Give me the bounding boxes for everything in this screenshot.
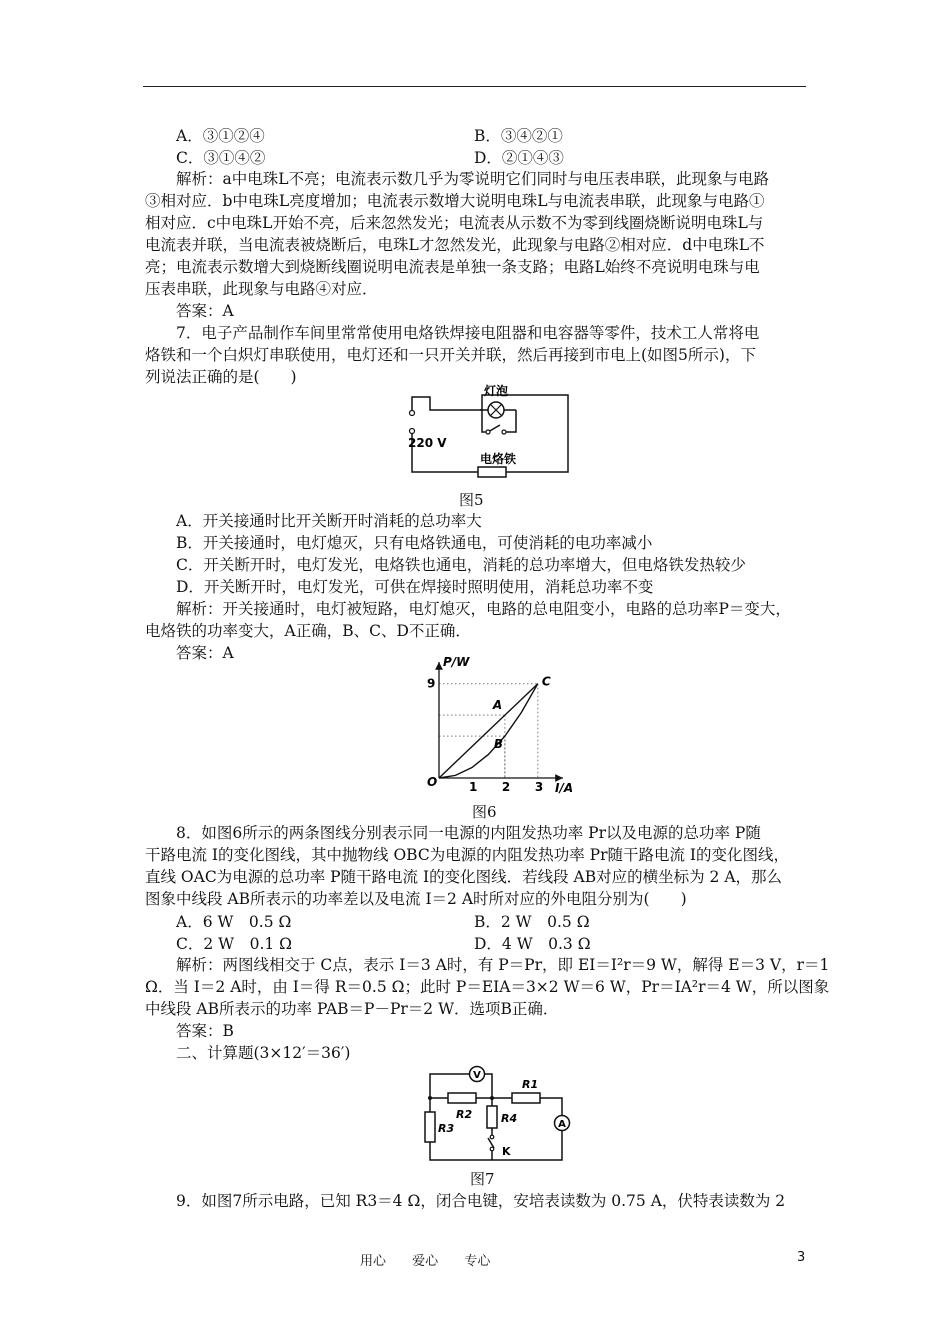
origin-label: O — [427, 775, 438, 789]
switch-contact-icon — [490, 1135, 494, 1139]
resistor-r4 — [487, 1106, 497, 1128]
bulb-label: 灯泡 — [484, 384, 509, 398]
q7-option: A．开关接通时比开关断开时消耗的总功率大 — [176, 512, 482, 530]
q6-option-d: D．②①④③ — [474, 149, 564, 167]
header-rule — [143, 86, 806, 87]
q6-option-a: A．③①②④ — [176, 127, 265, 145]
page-number: 3 — [797, 1250, 806, 1265]
q7-option: C．开关断开时，电灯发光，电烙铁也通电，消耗的总功率增大，但电烙铁发热较少 — [176, 556, 746, 574]
ammeter-label: A — [558, 1119, 566, 1130]
q6-analysis-line: 亮；电流表示数增大到烧断线圈说明电流表是单独一条支路；电路L始终不亮说明电珠与电 — [145, 258, 760, 276]
q6-option-c: C．③①④② — [176, 149, 266, 167]
fig7-wire — [484, 1074, 492, 1098]
q7-analysis-line: 电烙铁的功率变大，A正确，B、C、D不正确． — [145, 622, 471, 640]
terminal-icon — [410, 429, 415, 434]
q8-analysis-line: 解析：两图线相交于 C点，表示 I＝3 A时，有 P＝Pr，即 EI＝I²r＝9 W，解得 E＝3 V，r＝1 — [176, 956, 830, 974]
switch-label: K — [502, 1145, 511, 1158]
figure6-caption: 图6 — [472, 803, 497, 821]
section-heading: 二、计算题(3×12′＝36′) — [176, 1044, 351, 1062]
series-line-oac — [439, 684, 538, 778]
q6-analysis-line: ③相对应．b中电珠L亮度增加；电流表示数增大说明电珠L与电流表串联，此现象与电路① — [145, 192, 765, 210]
voltmeter-label: V — [473, 1070, 481, 1081]
q7-answer: 答案：A — [176, 644, 234, 662]
point-label-b: B — [493, 737, 504, 752]
resistor-r1 — [512, 1093, 540, 1103]
q8-option-d: D．4 W 0.3 Ω — [474, 935, 591, 953]
page-footer — [360, 1250, 512, 1269]
figure6-chart — [415, 655, 574, 800]
fig7-wire — [430, 1098, 448, 1112]
r4-label: R4 — [501, 1112, 518, 1125]
voltage-label: 220 V — [408, 436, 447, 450]
q8-analysis-line: Ω．当 I＝2 A时，由 I＝得 R＝0.5 Ω；此时 P＝EIA＝3×2 W＝6 W，Pr＝IA²r＝4 W，所以图象 — [145, 978, 830, 996]
x-tick-label: 3 — [534, 780, 544, 794]
q8-option-b: B．2 W 0.5 Ω — [474, 913, 590, 931]
x-tick-label: 2 — [501, 780, 511, 794]
q8-stem-line: 直线 OAC为电源的总功率 P随干路电流 I的变化图线．若线段 AB对应的横坐标为 2 A，那么 — [145, 868, 783, 886]
q6-analysis-line: 解析：a中电珠L不亮；电流表示数几乎为零说明它们同时与电压表串联，此现象与电路 — [176, 170, 770, 188]
q8-option-c: C．2 W 0.1 Ω — [176, 935, 293, 953]
r2-label: R2 — [456, 1108, 473, 1121]
q6-answer: 答案：A — [176, 302, 234, 320]
y-axis-label: P/W — [443, 655, 470, 669]
figure5-circuit — [400, 385, 585, 485]
soldering-iron-resistor — [478, 467, 506, 477]
q6-analysis-line: 相对应．c中电珠L开始不亮，后来忽然发光；电流表从示数不为零到线圈烧断说明电珠L与 — [145, 214, 764, 232]
q6-option-b: B．③④②① — [474, 127, 563, 145]
switch-k-blade — [488, 1138, 494, 1148]
resistor-r3 — [425, 1112, 435, 1142]
y-tick-label: 9 — [427, 676, 436, 691]
q7-analysis-line: 解析：开关接通时，电灯被短路，电灯熄灭，电路的总电阻变小，电路的总功率P＝变大， — [176, 600, 791, 618]
fig5-wire — [482, 410, 488, 432]
q8-stem-line: 图象中线段 AB所表示的功率差以及电流 I＝2 A时所对应的外电阻分别为( ) — [145, 890, 687, 908]
q8-stem-line: 8．如图6所示的两条图线分别表示同一电源的内阻发热功率 Pr以及电源的总功率 P随 — [176, 824, 761, 842]
x-axis-label: I/A — [555, 781, 574, 795]
terminal-icon — [410, 411, 415, 416]
q8-stem-line: 干路电流 I的变化图线，其中抛物线 OBC为电源的内阻发热功率 Pr随干路电流 I的变化图线， — [145, 846, 790, 864]
footer-motto: 爱心 — [412, 1254, 439, 1269]
q7-option: B．开关接通时，电灯熄灭，只有电烙铁通电，可使消耗的电功率减小 — [176, 534, 653, 552]
point-label-a: A — [492, 698, 503, 713]
figure7-caption: 图7 — [470, 1170, 495, 1188]
r1-label: R1 — [522, 1078, 539, 1091]
q7-stem-line: 7．电子产品制作车间里常常使用电烙铁焊接电阻器和电容器等零件，技术工人常将电 — [176, 324, 760, 342]
figure5-caption: 图5 — [459, 491, 484, 509]
switch-contact-icon — [490, 1147, 494, 1151]
fig7-wire — [540, 1098, 562, 1116]
resistor-r2 — [448, 1093, 476, 1103]
fig5-wire — [506, 410, 516, 432]
footer-motto: 用心 — [360, 1254, 387, 1269]
q8-option-a: A．6 W 0.5 Ω — [176, 913, 292, 931]
switch-contact-icon — [486, 430, 490, 434]
point-label-c: C — [541, 674, 551, 689]
q8-analysis-line: 中线段 AB所表示的功率 PAB＝P－Pr＝2 W．选项B正确． — [145, 1000, 559, 1018]
switch-contact-icon — [502, 430, 506, 434]
q9-stem-line: 9．如图7所示电路，已知 R3＝4 Ω，闭合电键，安培表读数为 0.75 A，伏特表读数为 2 — [176, 1192, 786, 1210]
x-tick-label: 1 — [468, 780, 478, 794]
q7-stem-line: 列说法正确的是( ) — [145, 368, 297, 386]
q7-stem-line: 烙铁和一个白炽灯串联使用，电灯还和一只开关并联，然后再接到市电上(如图5所示)，下 — [145, 346, 756, 364]
q8-answer: 答案：B — [176, 1022, 234, 1040]
q6-analysis-line: 电流表并联，当电流表被烧断后，电珠L才忽然发光，此现象与电路②相对应．d中电珠L不 — [145, 236, 765, 254]
r3-label: R3 — [438, 1122, 455, 1135]
figure7-circuit — [420, 1060, 580, 1168]
iron-label: 电烙铁 — [480, 452, 517, 466]
q7-option: D．开关断开时，电灯发光，可供在焊接时照明使用，消耗总功率不变 — [176, 578, 654, 596]
footer-motto: 专心 — [464, 1254, 491, 1269]
q6-analysis-line: 压表串联，此现象与电路④对应． — [145, 280, 378, 298]
